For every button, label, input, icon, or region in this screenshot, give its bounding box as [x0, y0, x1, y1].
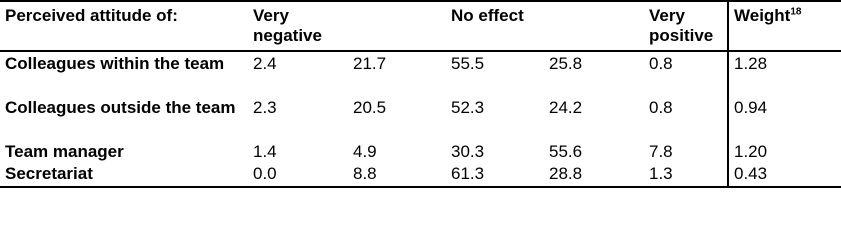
- cell-very-negative: 2.4: [253, 54, 277, 73]
- cell-very-positive: 1.3: [644, 164, 728, 187]
- row-label: Colleagues within the team: [5, 54, 225, 73]
- cell-negative: 20.5: [353, 98, 387, 117]
- table-row: [0, 164, 841, 187]
- cell-negative: 4.9: [353, 142, 377, 161]
- cell-no-effect: 30.3: [451, 142, 485, 161]
- table-row: [0, 98, 841, 142]
- cell-very-positive: 0.8: [649, 54, 673, 73]
- cell-positive: 24.2: [549, 98, 583, 117]
- cell-very-negative: 1.4: [253, 142, 277, 161]
- cell-weight: 0.43: [728, 164, 841, 187]
- weight-footnote-marker: 18: [790, 6, 802, 18]
- cell-positive: 25.8: [549, 54, 583, 73]
- header-blank-1: [348, 1, 446, 51]
- header-very-positive: Very positive: [644, 1, 728, 51]
- cell-very-negative: 0.0: [248, 164, 348, 187]
- cell-very-positive: 0.8: [649, 98, 673, 117]
- table-row: [0, 142, 841, 164]
- cell-very-positive: 7.8: [649, 142, 673, 161]
- cell-negative: 21.7: [353, 54, 387, 73]
- cell-negative: 8.8: [348, 164, 446, 187]
- table-row: [0, 51, 841, 98]
- cell-positive: 55.6: [549, 142, 583, 161]
- cell-no-effect: 55.5: [451, 54, 485, 73]
- header-no-effect: No effect: [446, 1, 544, 51]
- cell-weight: 0.94: [728, 98, 841, 142]
- cell-very-negative: 2.3: [253, 98, 277, 117]
- cell-no-effect: 52.3: [451, 98, 485, 117]
- cell-weight: 1.20: [728, 142, 841, 164]
- header-weight-label: Weight: [734, 6, 791, 25]
- table-header-row: [0, 1, 841, 51]
- cell-weight: 1.28: [728, 51, 841, 98]
- header-weight: [728, 1, 841, 51]
- row-label: Team manager: [5, 142, 124, 161]
- row-label: Colleagues outside the team: [5, 98, 236, 117]
- header-very-negative: Very negative: [248, 1, 348, 51]
- header-attitude: Perceived attitude of:: [0, 1, 248, 51]
- header-blank-2: [544, 1, 644, 51]
- cell-no-effect: 61.3: [446, 164, 544, 187]
- row-label: Secretariat: [0, 164, 248, 187]
- cell-positive: 28.8: [544, 164, 644, 187]
